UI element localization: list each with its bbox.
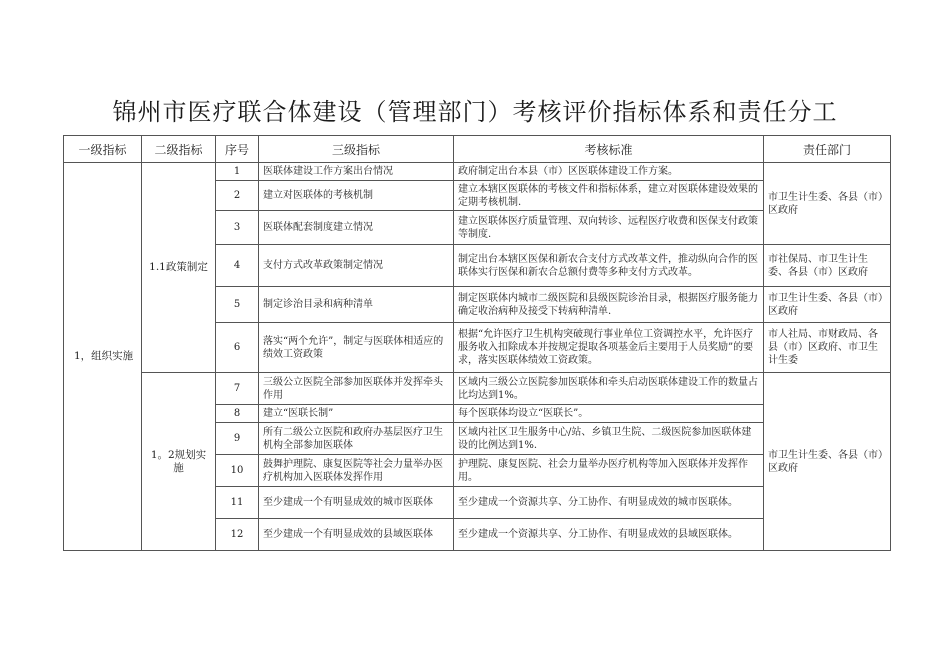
row-standard: 区域内社区卫生服务中心/站、乡镇卫生院、二级医院参加医联体建设的比例达到1%.	[454, 423, 764, 455]
evaluation-table	[63, 135, 891, 551]
level1-cell: 1，组织实施	[64, 163, 142, 551]
row-number: 5	[216, 287, 259, 323]
row-standard: 区域内三级公立医院参加医联体和牵头启动医联体建设工作的数量占比均达到1%。	[454, 373, 764, 405]
row-indicator: 至少建成一个有明显成效的城市医联体	[259, 487, 454, 519]
table-row	[64, 373, 891, 405]
table-header-row	[64, 136, 891, 163]
page-title: 锦州市医疗联合体建设（管理部门）考核评价指标体系和责任分工	[112, 98, 838, 126]
row-indicator: 支付方式改革政策制定情况	[259, 245, 454, 287]
row-number: 6	[216, 323, 259, 373]
row-number: 11	[216, 487, 259, 519]
header-number: 序号	[216, 136, 259, 163]
row-indicator: 鼓舞护理院、康复医院等社会力量举办医疗机构加入医联体发挥作用	[259, 455, 454, 487]
row-standard: 护理院、康复医院、社会力量举办医疗机构等加入医联体并发挥作用。	[454, 455, 764, 487]
row-number: 8	[216, 405, 259, 423]
row-indicator: 医联体建设工作方案出台情况	[259, 163, 454, 181]
row-number: 9	[216, 423, 259, 455]
department-cell: 市社保局、市卫生计生委、各县（市）区政府	[764, 245, 891, 287]
row-indicator: 落实“两个允许”，制定与医联体相适应的绩效工资政策	[259, 323, 454, 373]
department-cell: 市卫生计生委、各县（市）区政府	[764, 373, 891, 551]
row-standard: 建立医联体医疗质量管理、双向转诊、远程医疗收费和医保支付政策等制度.	[454, 211, 764, 245]
row-number: 3	[216, 211, 259, 245]
row-standard: 至少建成一个资源共享、分工协作、有明显成效的县域医联体。	[454, 519, 764, 551]
table-row	[64, 163, 891, 181]
row-indicator: 至少建成一个有明显成效的县域医联体	[259, 519, 454, 551]
row-standard: 制定医联体内城市二级医院和县级医院诊治目录，根据医疗服务能力确定收治病种及接受下转病种清单.	[454, 287, 764, 323]
row-indicator: 制定诊治目录和病种清单	[259, 287, 454, 323]
row-indicator: 建立“医联长制”	[259, 405, 454, 423]
department-cell: 市人社局、市财政局、各县（市）区政府、市卫生计生委	[764, 323, 891, 373]
header-department: 责任部门	[764, 136, 891, 163]
level2-cell-planning: 1。2规划实施	[142, 373, 216, 551]
row-number: 7	[216, 373, 259, 405]
row-standard: 政府制定出台本县（市）区医联体建设工作方案。	[454, 163, 764, 181]
level2-cell-policy: 1.1政策制定	[142, 163, 216, 373]
header-level3: 三级指标	[259, 136, 454, 163]
department-cell: 市卫生计生委、各县（市）区政府	[764, 287, 891, 323]
row-standard: 至少建成一个资源共享、分工协作、有明显成效的城市医联体。	[454, 487, 764, 519]
row-standard: 制定出台本辖区医保和新农合支付方式改革文件，推动纵向合作的医联体实行医保和新农合总额付费等多种支付方式改革。	[454, 245, 764, 287]
row-indicator: 所有二级公立医院和政府办基层医疗卫生机构全部参加医联体	[259, 423, 454, 455]
row-indicator: 三级公立医院全部参加医联体并发挥牵头作用	[259, 373, 454, 405]
row-number: 10	[216, 455, 259, 487]
row-number: 4	[216, 245, 259, 287]
department-cell: 市卫生计生委、各县（市）区政府	[764, 163, 891, 245]
row-standard: 根据“允许医疗卫生机构突破现行事业单位工资调控水平，允许医疗服务收入扣除成本并按规定提取各项基金后主要用于人员奖励”的要求，落实医联体绩效工资政策。	[454, 323, 764, 373]
header-level2: 二级指标	[142, 136, 216, 163]
row-indicator: 医联体配套制度建立情况	[259, 211, 454, 245]
header-level1: 一级指标	[64, 136, 142, 163]
row-number: 1	[216, 163, 259, 181]
header-standard: 考核标准	[454, 136, 764, 163]
row-standard: 每个医联体均设立“医联长”。	[454, 405, 764, 423]
row-standard: 建立本辖区医联体的考核文件和指标体系，建立对医联体建设效果的定期考核机制.	[454, 181, 764, 211]
row-indicator: 建立对医联体的考核机制	[259, 181, 454, 211]
row-number: 2	[216, 181, 259, 211]
row-number: 12	[216, 519, 259, 551]
